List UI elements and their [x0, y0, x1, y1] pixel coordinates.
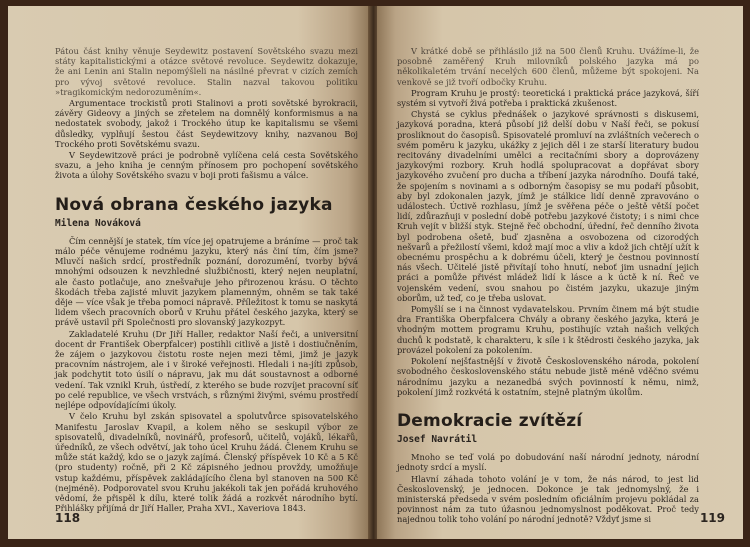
- paragraph: Pomyšlí se i na činnost vydavatelskou. Prvním činem má být studie dra Františka Oberpfalcera Chvály a obrany českého jazyka, která je vhodným mottem programu Kruhu, postihujíc vztah našich velkých duchů k podstatě, k charakteru, k síle i k štědrosti českého jazyka, jak provázel pokolení za pokolením.: [397, 304, 699, 355]
- article-author: Josef Navrátil: [397, 433, 478, 445]
- right-text-column: [397, 46, 699, 526]
- article-heading: Demokracie zvítězí: [397, 410, 583, 431]
- paragraph: Čím cennější je statek, tím více jej opatrujeme a bráníme — proč tak málo péče věnujeme rodnému jazyku, který nás činí tím, čím jsme? Mluvčí našich srdcí, prostředník poznání, dorozumění, tvorby bývá mnohými odsouzen k nevzhledné službičnosti, který nejen neuplatní, ale často potlačuje, ano znešvařuje jeho přirozenou krásu. O těchto škodách třeba zajisté mluvit jazykem plamenným, ohněm se tak také děje — více však je třeba pomoci nápravě. Příležitost k tomu se naskytá lidem všech pracovních oborů v Kruhu přátel českého jazyka, který se právě ustavil při Společnosti pro slovanský jazykozpyt.: [55, 235, 358, 328]
- paragraph: Hlavní záhada tohoto volání je v tom, že nás národ, to jest lid Československý, je jednocen. Dokonce je tak jednomyslný, že i ministerská předseda v svém posledním oficiálním projevu pokládal za povinnost nám za tuto úžasnou jednomyslnost poděkovat. Proč tedy najednou tolik toho volání po národní jednotě? Vždyť jsme si: [397, 473, 699, 525]
- page-number: 119: [699, 511, 725, 525]
- article-heading: Nová obrana českého jazyka: [55, 194, 333, 215]
- paragraph: Chystá se cyklus přednášek o jazykové správnosti s diskusemi, jazyková poradna, která působí již delší dobu v Naší řeči, se pokusí prosliknout do časopisů. Spisovatelé promluví na zvláštních večerech o svém poměru k jazyku, ukážky z jejich děl i ze starší literatury budou recitovány divadelními umělci a recitačními sbory a doprovázeny jazykovými rozbory. Kruh hodlá spolupracovat a dopřávat sbory jazykového zvučení pro ducha a tříbení jazyka národního. Doufá také, že spojením s novinami a s odborným časopisy se mu podaří působit, aby byl zdokonalen jazyk, jímž je stálkice lidí denně zpravováno o událostech. Úctivě rozhlasu, jímž je svěřena péče o ještě větší počet lidí, zdůrazňuji v poslední době potřebu jazykové čistoty; i s nimi chce Kruh vejít v bližší styk. Stejně řeč obchodní, úřední, řeč denního života byl podrobena ošetě, buď zjasněna a osvobozena od cizorodých nešvarů a přežilostí všemi, kdož mají moc a vliv a kdož jich chtějí užít k obecnému prospěchu a k dobrému účeli, který je čestnou povinností nás všech. Učitelé jistě přivítají toho hnutí, neboť jim usnadní jejich práci a pomůže přivést mládež lidí k lásce a k úctě k ní. Řeč ve vojenském vedení, svou snahou po čistém jazyku, ukazuje jiným oborům, už teď, co je třeba uslovat.: [397, 109, 699, 303]
- paragraph: Mnoho se teď volá po dobudování naší národní jednoty, národní jednoty srdcí a myslí.: [397, 452, 699, 473]
- paragraph: Program Kruhu je prostý: teoretická i praktická práce jazyková, šíří systém si vytvoří živá potřeba i praktická zkušenost.: [397, 87, 699, 109]
- left-page: [8, 6, 370, 539]
- paragraph: Pokolení nejšťastnější v životě Československého národa, pokolení svobodného československého státu nebude jistě méně vděčno svému národnímu jazyku a nezanedbá svých povinností k němu, nimž, pokolení jimž rozkvétá k ostatním, stejně platným úkolům.: [397, 356, 699, 397]
- paragraph: V čelo Kruhu byl zskán spisovatel a spolutvůrce spisovatelského Manifestu Jaroslav Kvapil, a kolem něho se seskupil výbor ze spisovatelů, divadelníků, novinářů, profesorů, učitelů, vojáků, lékařů, úředníků, ze všech odvětví, jak toho úcel Kruhu žádá. Členem Kruhu se může stát každý, kdo se o jazyk zajímá. Členský příspěvek 10 Kč a 5 Kč (pro studenty) ročně, při 2 Kč zápisného jednou provždy, umožňuje vstup každému, příspěvek zakládajícího člena byl stanoven na 500 Kč (nejméně). Podporovatel svou Kruhu jakékoli tak jen pořádá kruhového vědomí, že přispěl k dílu, které tolik žádá a rozkvět národního bytí. Přihlášky přijímá dr Jiří Haller, Praha XVI., Xaveriova 1843.: [55, 411, 358, 514]
- page-number: 118: [55, 511, 81, 525]
- right-page: [377, 6, 743, 539]
- paragraph: V Seydewitzově práci je podrobně vylíčena celá cesta Sovětského svazu, a jeho kniha je cenným přínosem pro pochopení sovětského života a úlohy Sovětského svazu v boji proti fašismu a válce.: [55, 150, 358, 181]
- paragraph: V krátké době se přihlásilo již na 500 členů Kruhu. Uvážíme-li, že posobně zaměřený Kruh milovníků polského jazyka má po několikaletém trvání necelých 600 členů, můžeme být spokojeni. Na venkově se již tvoří odbočky Kruhu.: [397, 46, 699, 87]
- article-author: Milena Nováková: [55, 217, 141, 229]
- paragraph: Pátou část knihy věnuje Seydewitz postavení Sovětského svazu mezi státy kapitalistickými a otázce světové revoluce. Seydewitz dokazuje, že ani Lenin ani Stalin nepomýšleli na násilné převrat v cizích zemích pro vývoj světové revoluce. Stalin nazval takovou politiku »tragikomickým nedorozuměním«.: [55, 46, 358, 97]
- left-text-column: [55, 46, 358, 514]
- paragraph: Zakladatelé Kruhu (Dr Jiří Haller, redaktor Naší řeči, a universitní docent dr František Oberpfalcer) postihli citlivě a jistě i dostiučněním, že zájem o jazykovou čistotu roste nejen mezi těmi, jimž je jazyk pracovním nástrojem, ale i v široké veřejnosti. Hledali i na-jíti způsob, jak podchytit toto úsilí o nápravu, jak mu dát soustavnost a odborné vedení. Tak vznikl Kruh, ústředí, z kterého se bude rozvíjet pracovní síť po celé republice, ve všech vrstvách, s různými živými, svému prostředí nejlépe odpovídajícími úkoly.: [55, 328, 358, 411]
- paragraph: Argumentace trockistů proti Stalinovi a proti sovětské byrokracii, závěry Gideovy a jiných se zřetelem na domnělý konformismus a na nedostatek svobody, jakož i Trockého útup ke kapitalismu se všemi důsledky, vyplňují šestou část Seydewitzovy knihy, nazvanou Boj Trockého proti Sovětskému svazu.: [55, 98, 358, 149]
